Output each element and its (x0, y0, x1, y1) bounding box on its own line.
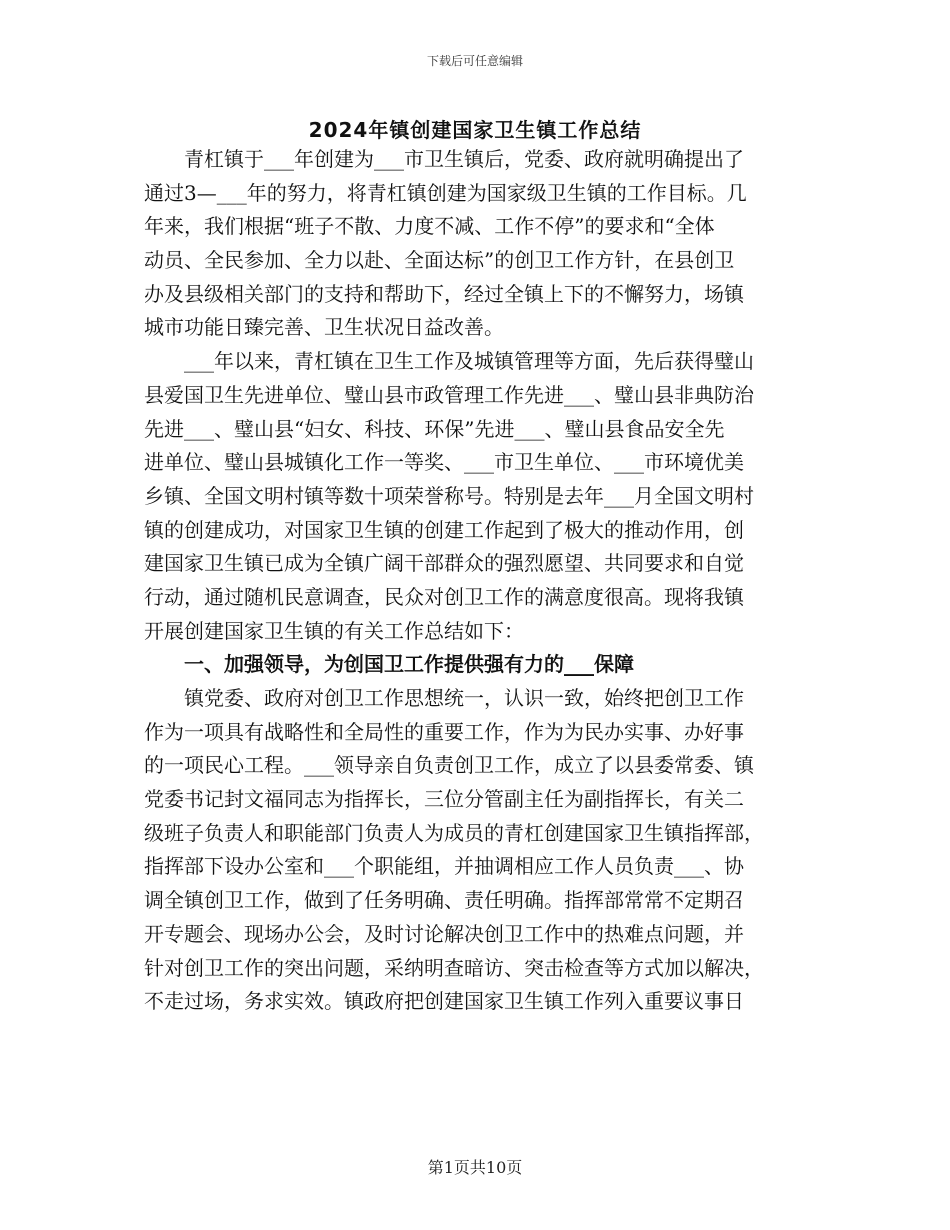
text-line: 调全镇创卫工作，做到了任务明确、责任明确。指挥部常常不定期召 (144, 888, 744, 913)
text-line: 指挥部下设办公室和___个职能组，并抽调相应工作人员负责___、协 (144, 854, 744, 879)
body-paragraph (144, 143, 804, 345)
text-line: 级班子负责人和职能部门负责人为成员的青杠创建国家卫生镇指挥部， (144, 820, 764, 845)
text-line: 年来，我们根据“班子不散、力度不减、工作不停”的要求和“全体 (144, 214, 715, 239)
text-line: 开展创建国家卫生镇的有关工作总结如下： (144, 618, 524, 643)
body-paragraph (144, 345, 804, 648)
text-line: 先进___、璧山县“妇女、科技、环保”先进___、璧山县食品安全先 (144, 416, 725, 441)
text-line: 开专题会、现场办公会，及时讨论解决创卫工作中的热难点问题，并 (144, 921, 744, 946)
text-line: 党委书记封文福同志为指挥长，三位分管副主任为副指挥长，有关二 (144, 787, 744, 812)
text-line: 城市功能日臻完善、卫生状况日益改善。 (144, 315, 504, 340)
header-note: 下载后可任意编辑 (426, 54, 523, 68)
text-line: 针对创卫工作的突出问题，采纳明查暗访、突击检查等方式加以解决， (144, 955, 764, 980)
text-line: 通过3—___年的努力，将青杠镇创建为国家级卫生镇的工作目标。几 (144, 180, 747, 205)
text-line: 青杠镇于___年创建为___市卫生镇后，党委、政府就明确提出了 (144, 147, 744, 171)
text-line: 县爱国卫生先进单位、璧山县市政管理工作先进___、璧山县非典防治 (144, 382, 754, 407)
text-line: 镇的创建成功，对国家卫生镇的创建工作起到了极大的推动作用，创 (144, 517, 744, 542)
text-line: 一、加强领导，为创国卫工作提供强有力的___保障 (144, 652, 634, 677)
text-line: 镇党委、政府对创卫工作思想统一，认识一致，始终把创卫工作 (144, 686, 744, 710)
text-line: 行动，通过随机民意调查，民众对创卫工作的满意度很高。现将我镇 (144, 584, 744, 609)
text-line: 建国家卫生镇已成为全镇广阔干部群众的强烈愿望、共同要求和自觉 (144, 551, 744, 576)
document-body (144, 143, 804, 1019)
document-title: 2024年镇创建国家卫生镇工作总结 (308, 118, 642, 142)
text-line: 乡镇、全国文明村镇等数十项荣誉称号。特别是去年___月全国文明村 (144, 483, 754, 508)
text-line: 不走过场，务求实效。镇政府把创建国家卫生镇工作列入重要议事日 (144, 989, 744, 1014)
text-line: 动员、全民参加、全力以赴、全面达标”的创卫工作方针，在县创卫 (144, 248, 735, 273)
text-line: 进单位、璧山县城镇化工作一等奖、___市卫生单位、___市环境优美 (144, 450, 744, 475)
text-line: 办及县级相关部门的支持和帮助下，经过全镇上下的不懈努力，场镇 (144, 281, 744, 306)
section-heading (144, 648, 804, 682)
text-line: 作为一项具有战略性和全局性的重要工作，作为为民办实事、办好事 (144, 719, 744, 744)
page-footer: 第1页共10页 (427, 1158, 523, 1177)
body-paragraph (144, 682, 804, 1019)
text-line: ___年以来，青杠镇在卫生工作及城镇管理等方面，先后获得璧山 (144, 349, 754, 374)
text-line: 的一项民心工程。___领导亲自负责创卫工作，成立了以县委常委、镇 (144, 753, 754, 778)
